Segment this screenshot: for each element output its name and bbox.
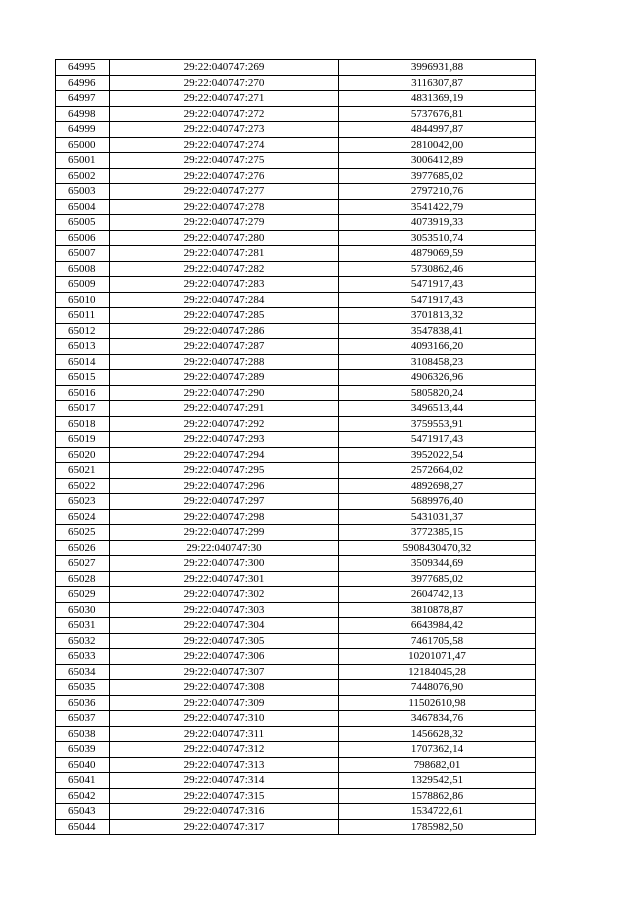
row-number-cell: 65043 — [56, 804, 110, 820]
cadastral-number-cell: 29:22:040747:281 — [110, 246, 339, 262]
cadastral-number-cell: 29:22:040747:276 — [110, 168, 339, 184]
row-number-cell: 65026 — [56, 540, 110, 556]
cadastral-value-cell: 2810042,00 — [339, 137, 536, 153]
cadastral-value-cell: 1329542,51 — [339, 773, 536, 789]
row-number-cell: 65014 — [56, 354, 110, 370]
row-number-cell: 65004 — [56, 199, 110, 215]
cadastral-value-cell: 2604742,13 — [339, 587, 536, 603]
table-row — [56, 525, 536, 541]
row-number-cell: 65041 — [56, 773, 110, 789]
table-row — [56, 215, 536, 231]
cadastral-number-cell: 29:22:040747:305 — [110, 633, 339, 649]
cadastral-value-cell: 3053510,74 — [339, 230, 536, 246]
cadastral-number-cell: 29:22:040747:289 — [110, 370, 339, 386]
cadastral-number-cell: 29:22:040747:306 — [110, 649, 339, 665]
table-row — [56, 540, 536, 556]
cadastral-number-cell: 29:22:040747:272 — [110, 106, 339, 122]
cadastral-value-cell: 5431031,37 — [339, 509, 536, 525]
cadastral-number-cell: 29:22:040747:309 — [110, 695, 339, 711]
row-number-cell: 65022 — [56, 478, 110, 494]
table-row — [56, 91, 536, 107]
cadastral-number-cell: 29:22:040747:294 — [110, 447, 339, 463]
table-row — [56, 773, 536, 789]
table-row — [56, 75, 536, 91]
cadastral-value-cell: 3977685,02 — [339, 168, 536, 184]
cadastral-number-cell: 29:22:040747:312 — [110, 742, 339, 758]
cadastral-value-cell: 2572664,02 — [339, 463, 536, 479]
cadastral-value-cell: 12184045,28 — [339, 664, 536, 680]
cadastral-number-cell: 29:22:040747:308 — [110, 680, 339, 696]
cadastral-value-cell: 5471917,43 — [339, 292, 536, 308]
row-number-cell: 64996 — [56, 75, 110, 91]
table-row — [56, 230, 536, 246]
table-row — [56, 416, 536, 432]
table-row — [56, 463, 536, 479]
cadastral-value-cell: 3116307,87 — [339, 75, 536, 91]
cadastral-value-cell: 4844997,87 — [339, 122, 536, 138]
cadastral-value-cell: 5730862,46 — [339, 261, 536, 277]
table-row — [56, 292, 536, 308]
cadastral-value-cell: 7461705,58 — [339, 633, 536, 649]
cadastral-number-cell: 29:22:040747:317 — [110, 819, 339, 835]
cadastral-value-cell: 2797210,76 — [339, 184, 536, 200]
cadastral-value-cell: 3467834,76 — [339, 711, 536, 727]
cadastral-number-cell: 29:22:040747:313 — [110, 757, 339, 773]
cadastral-number-cell: 29:22:040747:278 — [110, 199, 339, 215]
table-row — [56, 602, 536, 618]
row-number-cell: 64998 — [56, 106, 110, 122]
row-number-cell: 65013 — [56, 339, 110, 355]
table-row — [56, 478, 536, 494]
row-number-cell: 65035 — [56, 680, 110, 696]
cadastral-value-cell: 3952022,54 — [339, 447, 536, 463]
table-row — [56, 556, 536, 572]
row-number-cell: 65019 — [56, 432, 110, 448]
cadastral-number-cell: 29:22:040747:30 — [110, 540, 339, 556]
cadastral-value-cell: 5737676,81 — [339, 106, 536, 122]
row-number-cell: 65003 — [56, 184, 110, 200]
row-number-cell: 65002 — [56, 168, 110, 184]
cadastral-value-cell: 4879069,59 — [339, 246, 536, 262]
table-row — [56, 804, 536, 820]
cadastral-value-cell: 3996931,88 — [339, 60, 536, 76]
row-number-cell: 65018 — [56, 416, 110, 432]
cadastral-number-cell: 29:22:040747:277 — [110, 184, 339, 200]
row-number-cell: 65005 — [56, 215, 110, 231]
cadastral-value-cell: 3108458,23 — [339, 354, 536, 370]
cadastral-value-cell: 5689976,40 — [339, 494, 536, 510]
cadastral-number-cell: 29:22:040747:293 — [110, 432, 339, 448]
table-row — [56, 571, 536, 587]
row-number-cell: 65001 — [56, 153, 110, 169]
row-number-cell: 65030 — [56, 602, 110, 618]
table-row — [56, 168, 536, 184]
cadastral-number-cell: 29:22:040747:311 — [110, 726, 339, 742]
cadastral-value-cell: 3701813,32 — [339, 308, 536, 324]
cadastral-value-cell: 3541422,79 — [339, 199, 536, 215]
cadastral-value-cell: 1578862,86 — [339, 788, 536, 804]
row-number-cell: 65017 — [56, 401, 110, 417]
cadastral-number-cell: 29:22:040747:269 — [110, 60, 339, 76]
cadastral-value-cell: 3977685,02 — [339, 571, 536, 587]
table-row — [56, 184, 536, 200]
cadastral-value-cell: 3759553,91 — [339, 416, 536, 432]
cadastral-number-cell: 29:22:040747:287 — [110, 339, 339, 355]
table-row — [56, 323, 536, 339]
row-number-cell: 65037 — [56, 711, 110, 727]
table-row — [56, 695, 536, 711]
row-number-cell: 65015 — [56, 370, 110, 386]
row-number-cell: 65033 — [56, 649, 110, 665]
table-body — [56, 60, 536, 835]
cadastral-value-cell: 1785982,50 — [339, 819, 536, 835]
cadastral-number-cell: 29:22:040747:310 — [110, 711, 339, 727]
cadastral-value-cell: 798682,01 — [339, 757, 536, 773]
row-number-cell: 65006 — [56, 230, 110, 246]
cadastral-value-cell: 10201071,47 — [339, 649, 536, 665]
table-row — [56, 509, 536, 525]
row-number-cell: 65021 — [56, 463, 110, 479]
table-row — [56, 122, 536, 138]
row-number-cell: 65010 — [56, 292, 110, 308]
cadastral-value-cell: 3509344,69 — [339, 556, 536, 572]
cadastral-number-cell: 29:22:040747:285 — [110, 308, 339, 324]
table-row — [56, 106, 536, 122]
row-number-cell: 65025 — [56, 525, 110, 541]
cadastral-number-cell: 29:22:040747:280 — [110, 230, 339, 246]
row-number-cell: 64995 — [56, 60, 110, 76]
cadastral-value-cell: 5471917,43 — [339, 432, 536, 448]
table-row — [56, 726, 536, 742]
cadastral-number-cell: 29:22:040747:298 — [110, 509, 339, 525]
row-number-cell: 64999 — [56, 122, 110, 138]
cadastral-number-cell: 29:22:040747:279 — [110, 215, 339, 231]
table-row — [56, 788, 536, 804]
table-row — [56, 370, 536, 386]
row-number-cell: 65023 — [56, 494, 110, 510]
row-number-cell: 65044 — [56, 819, 110, 835]
table-row — [56, 680, 536, 696]
cadastral-value-cell: 1456628,32 — [339, 726, 536, 742]
cadastral-number-cell: 29:22:040747:299 — [110, 525, 339, 541]
row-number-cell: 65039 — [56, 742, 110, 758]
cadastral-number-cell: 29:22:040747:301 — [110, 571, 339, 587]
cadastral-number-cell: 29:22:040747:302 — [110, 587, 339, 603]
cadastral-value-cell: 3547838,41 — [339, 323, 536, 339]
cadastral-value-cell: 5908430470,32 — [339, 540, 536, 556]
table-row — [56, 354, 536, 370]
table-row — [56, 649, 536, 665]
cadastral-number-cell: 29:22:040747:296 — [110, 478, 339, 494]
table-row — [56, 261, 536, 277]
table-row — [56, 246, 536, 262]
row-number-cell: 65032 — [56, 633, 110, 649]
cadastral-value-cell: 4892698,27 — [339, 478, 536, 494]
row-number-cell: 65012 — [56, 323, 110, 339]
cadastral-value-cell: 5471917,43 — [339, 277, 536, 293]
cadastral-number-cell: 29:22:040747:291 — [110, 401, 339, 417]
cadastral-number-cell: 29:22:040747:314 — [110, 773, 339, 789]
row-number-cell: 65031 — [56, 618, 110, 634]
cadastral-value-table — [55, 59, 536, 835]
cadastral-number-cell: 29:22:040747:270 — [110, 75, 339, 91]
row-number-cell: 65034 — [56, 664, 110, 680]
table-row — [56, 60, 536, 76]
cadastral-number-cell: 29:22:040747:286 — [110, 323, 339, 339]
cadastral-value-cell: 4093166,20 — [339, 339, 536, 355]
cadastral-number-cell: 29:22:040747:300 — [110, 556, 339, 572]
cadastral-number-cell: 29:22:040747:297 — [110, 494, 339, 510]
row-number-cell: 65020 — [56, 447, 110, 463]
table-row — [56, 618, 536, 634]
table-row — [56, 494, 536, 510]
cadastral-value-cell: 7448076,90 — [339, 680, 536, 696]
cadastral-number-cell: 29:22:040747:304 — [110, 618, 339, 634]
row-number-cell: 65024 — [56, 509, 110, 525]
table-row — [56, 385, 536, 401]
cadastral-number-cell: 29:22:040747:316 — [110, 804, 339, 820]
table-row — [56, 819, 536, 835]
table-row — [56, 664, 536, 680]
row-number-cell: 64997 — [56, 91, 110, 107]
row-number-cell: 65042 — [56, 788, 110, 804]
row-number-cell: 65027 — [56, 556, 110, 572]
cadastral-number-cell: 29:22:040747:275 — [110, 153, 339, 169]
row-number-cell: 65029 — [56, 587, 110, 603]
cadastral-value-cell: 4831369,19 — [339, 91, 536, 107]
cadastral-number-cell: 29:22:040747:274 — [110, 137, 339, 153]
row-number-cell: 65038 — [56, 726, 110, 742]
table-row — [56, 401, 536, 417]
table-row — [56, 277, 536, 293]
row-number-cell: 65000 — [56, 137, 110, 153]
row-number-cell: 65008 — [56, 261, 110, 277]
cadastral-value-cell: 1534722,61 — [339, 804, 536, 820]
row-number-cell: 65016 — [56, 385, 110, 401]
cadastral-value-cell: 11502610,98 — [339, 695, 536, 711]
cadastral-number-cell: 29:22:040747:288 — [110, 354, 339, 370]
table-row — [56, 742, 536, 758]
table-row — [56, 199, 536, 215]
cadastral-number-cell: 29:22:040747:284 — [110, 292, 339, 308]
cadastral-number-cell: 29:22:040747:290 — [110, 385, 339, 401]
table-row — [56, 137, 536, 153]
cadastral-number-cell: 29:22:040747:307 — [110, 664, 339, 680]
cadastral-number-cell: 29:22:040747:283 — [110, 277, 339, 293]
row-number-cell: 65011 — [56, 308, 110, 324]
cadastral-value-cell: 3772385,15 — [339, 525, 536, 541]
cadastral-value-cell: 6643984,42 — [339, 618, 536, 634]
cadastral-number-cell: 29:22:040747:295 — [110, 463, 339, 479]
row-number-cell: 65028 — [56, 571, 110, 587]
cadastral-value-cell: 3810878,87 — [339, 602, 536, 618]
cadastral-value-cell: 3006412,89 — [339, 153, 536, 169]
table-row — [56, 757, 536, 773]
table-row — [56, 587, 536, 603]
row-number-cell: 65009 — [56, 277, 110, 293]
table-row — [56, 308, 536, 324]
table-row — [56, 339, 536, 355]
table-row — [56, 432, 536, 448]
cadastral-number-cell: 29:22:040747:292 — [110, 416, 339, 432]
table-row — [56, 711, 536, 727]
cadastral-number-cell: 29:22:040747:315 — [110, 788, 339, 804]
cadastral-number-cell: 29:22:040747:271 — [110, 91, 339, 107]
cadastral-number-cell: 29:22:040747:282 — [110, 261, 339, 277]
table-row — [56, 447, 536, 463]
table-row — [56, 153, 536, 169]
cadastral-value-cell: 5805820,24 — [339, 385, 536, 401]
cadastral-number-cell: 29:22:040747:303 — [110, 602, 339, 618]
cadastral-value-cell: 1707362,14 — [339, 742, 536, 758]
cadastral-value-cell: 4906326,96 — [339, 370, 536, 386]
cadastral-number-cell: 29:22:040747:273 — [110, 122, 339, 138]
cadastral-value-cell: 4073919,33 — [339, 215, 536, 231]
row-number-cell: 65036 — [56, 695, 110, 711]
cadastral-value-cell: 3496513,44 — [339, 401, 536, 417]
row-number-cell: 65040 — [56, 757, 110, 773]
table-row — [56, 633, 536, 649]
row-number-cell: 65007 — [56, 246, 110, 262]
